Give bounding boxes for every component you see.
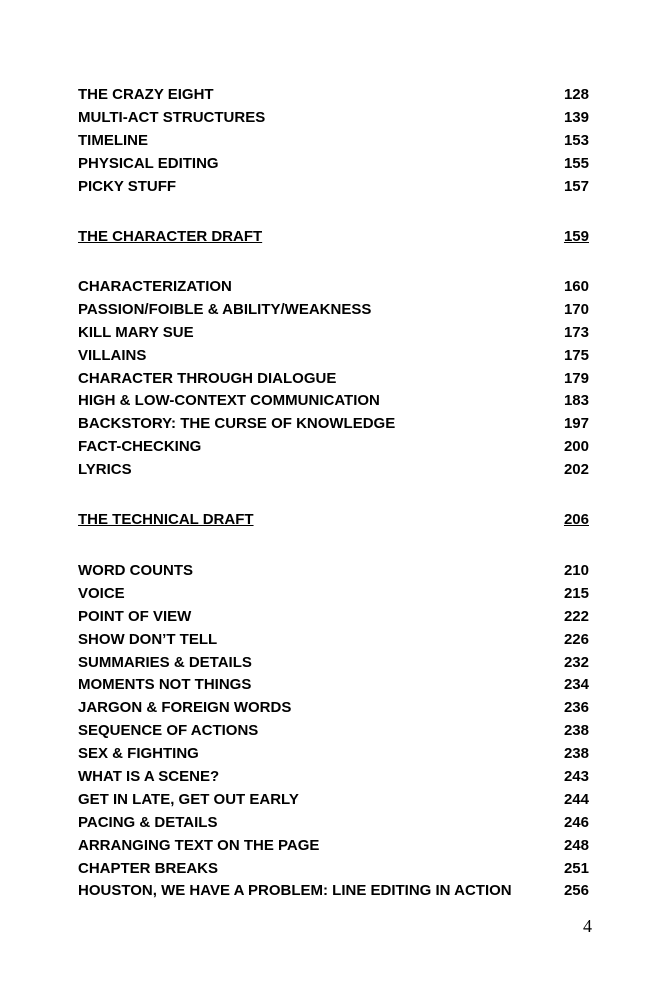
toc-entry[interactable] bbox=[78, 697, 589, 720]
toc-entry[interactable] bbox=[78, 858, 589, 881]
toc-entry-title: LYRICS bbox=[78, 461, 132, 479]
toc-entry-title: KILL MARY SUE bbox=[78, 323, 194, 341]
toc-entry-title: PICKY STUFF bbox=[78, 177, 177, 195]
toc-entry-page: 251 bbox=[563, 859, 589, 877]
toc-entry-title: TIMELINE bbox=[78, 131, 148, 149]
toc-entry-title: MOMENTS NOT THINGS bbox=[78, 676, 252, 694]
toc-entry-title: WORD COUNTS bbox=[78, 562, 193, 579]
toc-entry-page: 236 bbox=[563, 699, 589, 717]
toc-entry-page: 155 bbox=[563, 154, 589, 172]
toc-entry-title: THE CRAZY EIGHT bbox=[78, 86, 214, 103]
toc-entry[interactable] bbox=[78, 107, 589, 130]
toc-entry-page: 139 bbox=[563, 108, 589, 126]
toc-entry-title: WHAT IS A SCENE? bbox=[78, 768, 220, 786]
toc-entry-title: SEX & FIGHTING bbox=[78, 745, 199, 763]
toc-entry-title: HOUSTON, WE HAVE A PROBLEM: LINE EDITING IN ACTION bbox=[78, 882, 512, 900]
toc-entry-page: 246 bbox=[563, 813, 589, 831]
toc-entry-page: 173 bbox=[563, 323, 589, 341]
toc-entry-page: 200 bbox=[563, 438, 589, 456]
toc-entry[interactable] bbox=[78, 345, 589, 368]
toc-entry-title: HIGH & LOW-CONTEXT COMMUNICATION bbox=[78, 392, 380, 410]
toc-group-technical bbox=[78, 560, 589, 903]
toc-entry-page: 222 bbox=[563, 607, 589, 625]
toc-entry-page: 248 bbox=[563, 836, 589, 854]
toc-entry[interactable] bbox=[78, 652, 589, 675]
toc-entry-page: 234 bbox=[563, 676, 589, 694]
toc-entry-title: FACT-CHECKING bbox=[78, 438, 202, 456]
toc-entry-title: VOICE bbox=[78, 584, 125, 602]
toc-entry-page: 238 bbox=[563, 722, 589, 740]
toc-entry[interactable] bbox=[78, 176, 589, 199]
toc-entry-title: PACING & DETAILS bbox=[78, 813, 218, 831]
toc-entry[interactable] bbox=[78, 368, 589, 391]
toc-entry[interactable] bbox=[78, 84, 589, 107]
toc-entry[interactable] bbox=[78, 766, 589, 789]
toc-entry-page: 183 bbox=[563, 392, 589, 410]
toc-entry-title: GET IN LATE, GET OUT EARLY bbox=[78, 790, 299, 808]
toc-entry[interactable] bbox=[78, 390, 589, 413]
toc-entry-title: SUMMARIES & DETAILS bbox=[78, 653, 252, 671]
toc-entry[interactable] bbox=[78, 835, 589, 858]
toc-entry-title: SHOW DON’T TELL bbox=[78, 630, 218, 648]
section-heading-technical-draft bbox=[78, 510, 589, 530]
section-heading-character-draft bbox=[78, 227, 589, 247]
toc-entry-page: 175 bbox=[563, 346, 589, 364]
toc-entry[interactable] bbox=[78, 789, 589, 812]
toc-entry[interactable] bbox=[78, 299, 589, 322]
section-title: THE TECHNICAL DRAFT bbox=[78, 511, 254, 528]
toc-group-character bbox=[78, 276, 589, 482]
toc-entry[interactable] bbox=[78, 743, 589, 766]
toc-entry[interactable] bbox=[78, 322, 589, 345]
toc-entry-title: PASSION/FOIBLE & ABILITY/WEAKNESS bbox=[78, 300, 372, 318]
toc-entry-page: 202 bbox=[563, 461, 589, 479]
toc-entry-page: 215 bbox=[563, 584, 589, 602]
page-number: 4 bbox=[583, 916, 592, 936]
toc-entry[interactable] bbox=[78, 606, 589, 629]
toc-entry-title: MULTI-ACT STRUCTURES bbox=[78, 108, 266, 126]
toc-entry-title: CHAPTER BREAKS bbox=[78, 859, 219, 877]
section-row[interactable] bbox=[78, 227, 589, 247]
toc-entry-title: VILLAINS bbox=[78, 346, 147, 364]
section-page: 206 bbox=[563, 511, 589, 528]
toc-entry[interactable] bbox=[78, 276, 589, 299]
toc-entry-page: 170 bbox=[563, 300, 589, 318]
toc-entry-title: CHARACTERIZATION bbox=[78, 278, 232, 295]
toc-entry-page: 160 bbox=[563, 278, 589, 295]
toc-entry-page: 128 bbox=[563, 86, 589, 103]
toc-entry[interactable] bbox=[78, 674, 589, 697]
toc-entry-page: 232 bbox=[563, 653, 589, 671]
toc-entry-page: 256 bbox=[563, 882, 589, 900]
toc-entry[interactable] bbox=[78, 436, 589, 459]
toc-entry-page: 238 bbox=[563, 745, 589, 763]
toc-entry[interactable] bbox=[78, 583, 589, 606]
toc-entry-page: 226 bbox=[563, 630, 589, 648]
toc-entry-page: 179 bbox=[563, 369, 589, 387]
toc-entry-page: 197 bbox=[563, 415, 589, 433]
toc-entry-page: 153 bbox=[563, 131, 589, 149]
toc-entry[interactable] bbox=[78, 812, 589, 835]
toc-entry-title: JARGON & FOREIGN WORDS bbox=[78, 699, 292, 717]
toc-entry-title: BACKSTORY: THE CURSE OF KNOWLEDGE bbox=[78, 415, 396, 433]
toc-entry[interactable] bbox=[78, 459, 589, 482]
toc-entry-title: PHYSICAL EDITING bbox=[78, 154, 219, 172]
toc-entry-page: 157 bbox=[563, 177, 589, 195]
toc-entry-page: 210 bbox=[563, 562, 589, 579]
toc-entry-page: 243 bbox=[563, 768, 589, 786]
toc-entry[interactable] bbox=[78, 130, 589, 153]
toc-entry-title: ARRANGING TEXT ON THE PAGE bbox=[78, 836, 320, 854]
section-row[interactable] bbox=[78, 510, 589, 530]
toc-entry[interactable] bbox=[78, 560, 589, 583]
toc-entry-page: 244 bbox=[563, 790, 589, 808]
toc-entry[interactable] bbox=[78, 413, 589, 436]
toc-entry[interactable] bbox=[78, 720, 589, 743]
toc-entry-title: POINT OF VIEW bbox=[78, 607, 192, 625]
toc-entry[interactable] bbox=[78, 153, 589, 176]
section-page: 159 bbox=[563, 228, 589, 245]
toc-entry-title: CHARACTER THROUGH DIALOGUE bbox=[78, 369, 337, 387]
toc-entry[interactable] bbox=[78, 880, 589, 903]
toc-entry[interactable] bbox=[78, 629, 589, 652]
section-title: THE CHARACTER DRAFT bbox=[78, 228, 263, 245]
toc-entry-title: SEQUENCE OF ACTIONS bbox=[78, 722, 259, 740]
toc-group-structure bbox=[78, 84, 589, 198]
